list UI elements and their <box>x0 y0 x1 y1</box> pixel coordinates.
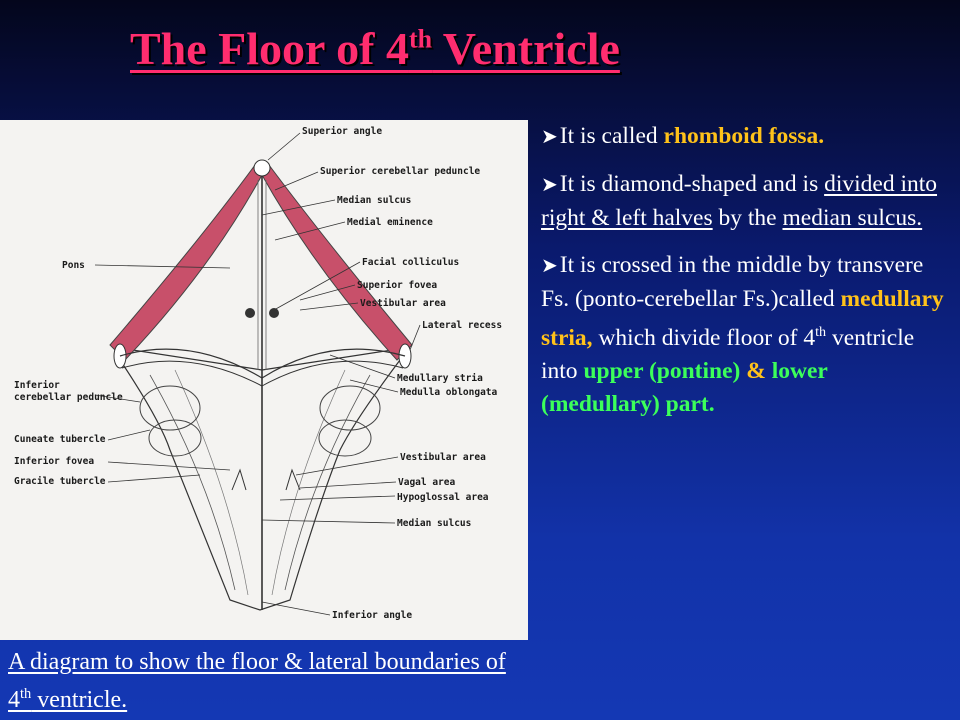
arrow-bullet-icon: ➤ <box>541 255 558 277</box>
label-facial-colliculus: Facial colliculus <box>362 257 460 268</box>
label-median-sulcus-top: Median sulcus <box>337 195 412 206</box>
arrow-bullet-icon: ➤ <box>541 174 558 196</box>
label-lateral-recess: Lateral recess <box>422 320 503 331</box>
label-superior-angle: Superior angle <box>302 126 383 137</box>
label-inferior-fovea: Inferior fovea <box>14 456 95 467</box>
label-superior-fovea: Superior fovea <box>357 280 438 291</box>
bullet-item: ➤It is diamond-shaped and is divided into right & left halves by the median sulcus. <box>541 171 938 231</box>
fourth-ventricle-diagram <box>0 120 528 640</box>
bullet-list <box>537 120 952 435</box>
label-medulla-oblongata: Medulla oblongata <box>400 387 498 398</box>
label-inferior-cerebellar-peduncle-2: cerebellar peduncle <box>14 392 123 403</box>
label-vestibular-area-bottom: Vestibular area <box>400 452 486 463</box>
label-medullary-stria: Medullary stria <box>397 373 483 384</box>
label-median-sulcus-bottom: Median sulcus <box>397 518 472 529</box>
label-pons: Pons <box>62 260 85 271</box>
label-vestibular-area-top: Vestibular area <box>360 298 446 309</box>
label-superior-cerebellar-peduncle: Superior cerebellar peduncle <box>320 166 481 177</box>
bullet-item: ➤It is called rhomboid fossa. <box>541 123 825 149</box>
bullet-item: ➤It is crossed in the middle by transvere Fs. (ponto-cerebellar Fs.)called medullary stria, which divide floor of 4th ventricle into upper (pontine) & lower (medullary) part. <box>541 252 944 417</box>
label-gracile-tubercle: Gracile tubercle <box>14 476 106 487</box>
label-inferior-cerebellar-peduncle-1: Inferior <box>14 380 60 391</box>
slide-title: The Floor of 4th Ventricle <box>130 23 620 74</box>
diagram-caption: A diagram to show the floor & lateral boundaries of 4th ventricle. <box>8 649 506 713</box>
diagram-drawing <box>0 120 528 640</box>
label-vagal-area: Vagal area <box>398 477 456 488</box>
label-cuneate-tubercle: Cuneate tubercle <box>14 434 106 445</box>
label-medial-eminence: Medial eminence <box>347 217 433 228</box>
label-hypoglossal-area: Hypoglossal area <box>397 492 489 503</box>
arrow-bullet-icon: ➤ <box>541 126 558 148</box>
label-inferior-angle: Inferior angle <box>332 610 413 621</box>
